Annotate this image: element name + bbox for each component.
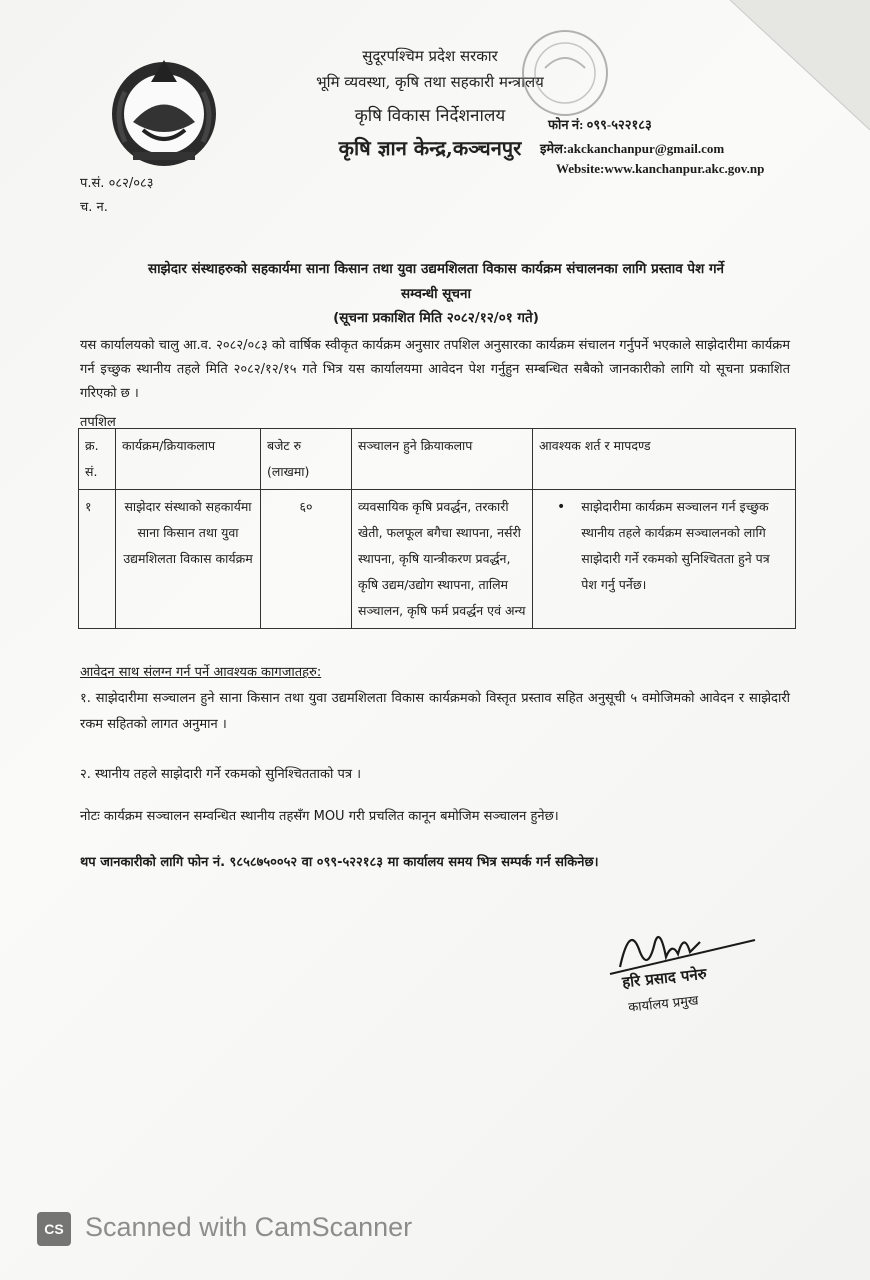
header-directorate: कृषि विकास निर्देशनालय xyxy=(354,106,506,126)
cell-criteria xyxy=(533,490,796,629)
cell-budget: ६० xyxy=(261,490,352,629)
signatory-designation: कार्यालय प्रमुख xyxy=(627,993,700,1016)
table-row xyxy=(79,490,796,629)
note-text: नोटः कार्यक्रम सञ्चालन सम्वन्धित स्थानीय तहसँग MOU गरी प्रचलित कानून बमोजिम सञ्चालन हुनेछ। xyxy=(80,809,559,824)
dispatch-number: च. न. xyxy=(80,200,108,215)
program-table xyxy=(78,428,796,629)
reference-number: प.सं. ०८२/०८३ xyxy=(80,176,154,191)
criteria-text: साझेदारीमा कार्यक्रम सञ्चालन गर्न इच्छुक स्थानीय तहले कार्यक्रम सञ्चालनको लागि साझेदारी गर्ने रकमको सुनिश्चितता हुने पत्र पेश गर्नु पर्नेछ। xyxy=(581,499,770,592)
signatory-name: हरि प्रसाद पनेरु xyxy=(621,964,708,992)
camscanner-watermark: Scanned with CamScanner xyxy=(85,1212,413,1242)
header-criteria: आवश्यक शर्त र मापदण्ड xyxy=(533,429,796,490)
header-serial: क्र. सं. xyxy=(79,429,116,490)
table-header-row xyxy=(79,429,796,490)
header-office: कृषि ज्ञान केन्द्र,कञ्चनपुर xyxy=(338,136,522,160)
header-program: कार्यक्रम/क्रियाकलाप xyxy=(116,429,261,490)
header-province: सुदूरपश्चिम प्रदेश सरकार xyxy=(362,47,498,65)
document-item-2: २. स्थानीय तहले साझेदारी गर्ने रकमको सुनिश्चितताको पत्र । xyxy=(80,767,362,782)
header-budget: बजेट रु (लाखमा) xyxy=(261,429,352,490)
page-corner-fold xyxy=(730,0,870,130)
header-phone: फोन नं: ०९९-५२२१८३ xyxy=(548,117,652,132)
cell-serial: १ xyxy=(79,490,116,629)
notice-title-line2: सम्वन्धी सूचना xyxy=(401,286,471,302)
header-activities: सञ्चालन हुने क्रियाकलाप xyxy=(352,429,533,490)
cell-program: साझेदार संस्थाको सहकार्यमा साना किसान तथा युवा उद्यमशिलता विकास कार्यक्रम xyxy=(116,490,261,629)
header-ministry: भूमि व्यवस्था, कृषि तथा सहकारी मन्त्रालय xyxy=(316,73,544,91)
documents-heading: आवेदन साथ संलग्न गर्न पर्ने आवश्यक कागजातहरु: xyxy=(80,665,322,680)
intro-paragraph: यस कार्यालयको चालु आ.व. २०८२/०८३ को वार्षिक स्वीकृत कार्यक्रम अनुसार तपशिल अनुसारका कार्यक्रम संचालन गर्नुपर्ने भएकाले साझेदारीमा कार्यक्रम गर्न इच्छुक स्थानीय तहले मिति २०८२/१२/१५ गते भित्र यस कार्यालयमा आवेदन पेश गर्नुहुन सम्बन्धित सबैको जानकारीको लागि यो सूचना प्रकाशित गरिएको छ । xyxy=(80,338,790,401)
header-website: Website:www.kanchanpur.akc.gov.np xyxy=(556,161,765,176)
government-emblem-icon xyxy=(103,52,225,172)
camscanner-logo-icon: CS xyxy=(37,1212,71,1246)
contact-info: थप जानकारीको लागि फोन नं. ९८५८७५००५२ वा ०९९-५२२१८३ मा कार्यालय समय भित्र सम्पर्क गर्न सकिनेछ। xyxy=(80,855,599,870)
cell-activities: व्यवसायिक कृषि प्रवर्द्धन, तरकारी खेती, फलफूल बगैचा स्थापना, नर्सरी स्थापना, कृषि यान्त्रीकरण प्रवर्द्धन, कृषि उद्यम/उद्योग स्थापना, तालिम सञ्चालन, कृषि फर्म प्रवर्द्धन एवं अन्य xyxy=(352,490,533,629)
header-email: इमेल:akckanchanpur@gmail.com xyxy=(540,141,725,156)
office-stamp-icon xyxy=(510,18,620,128)
document-item-1: १. साझेदारीमा सञ्चालन हुने साना किसान तथा युवा उद्यमशिलता विकास कार्यक्रमको विस्तृत प्रस्ताव सहित अनुसूची ५ वमोजिमको आवेदन र साझेदारी रकम सहितको लागत अनुमान । xyxy=(80,691,790,732)
table-caption: तपशिल xyxy=(80,415,116,430)
notice-title: साझेदार संस्थाहरुको सहकार्यमा साना किसान तथा युवा उद्यमशिलता विकास कार्यक्रम संचालनका लागि प्रस्ताव पेश गर्ने xyxy=(147,261,725,277)
bullet-icon: • xyxy=(557,499,566,515)
publish-date: (सूचना प्रकाशित मिति २०८२/१२/०१ गते) xyxy=(333,310,539,326)
